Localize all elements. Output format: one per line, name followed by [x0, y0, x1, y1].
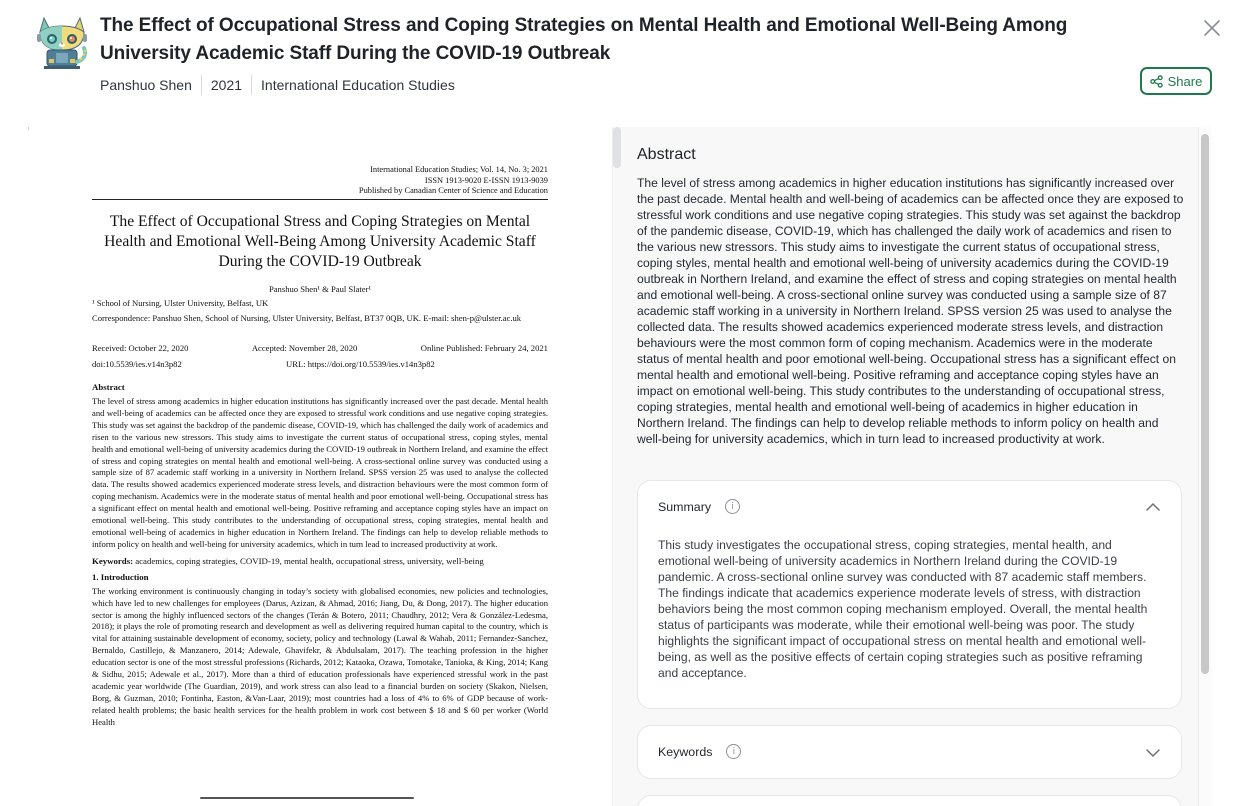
pdf-doi: doi:10.5539/ies.v14n3p82: [92, 358, 182, 369]
pdf-corner-mark: [28, 127, 31, 130]
pdf-page: [92, 165, 548, 729]
pdf-authors: Panshuo Shen¹ & Paul Slater¹: [268, 283, 372, 294]
pdf-intro-heading: 1. Introduction: [92, 571, 149, 582]
pdf-abstract-heading: Abstract: [92, 381, 125, 392]
pdf-published: Online Published: February 24, 2021: [420, 342, 548, 353]
pdf-header-rule: [92, 199, 548, 200]
keywords-label: Keywords: [658, 744, 713, 759]
pdf-abstract: The level of stress among academics in higher education institutions has significantly increased over the past decade. Mental health and well-being of academics can be affected once they are exposed to stressful work conditions and use negative coping strategies. This study was set against the backdrop of the pandemic disease, COVID-19, which has challenged the daily work of academics and risen to the various new stressors. This study aims to investigate the current status of occupational stress, coping styles, mental health and emotional well-being of university academics during the COVID-19 outbreak in Northern Ireland, and examine the effect of stress and coping strategies on mental health and emotional well-being. A cross-sectional online survey was conducted using a sample size of 87 academic staff working in a university in Northern Ireland. SPSS version 25 was used to analyse the collected data. The results showed academics experienced moderate stress levels, and distraction behaviours were the most common form of coping mechanism. Academics were in the moderate status of mental health and poor emotional well-being. Occupational stress has a significant effect on mental health and emotional well-being. Positive reframing and acceptance coping styles have an impact on emotional well-being. This study contributes to the understanding of occupational stress, coping strategies, mental health and emotional well-being of academics in higher education in Northern Ireland. The findings can help to develop reliable methods to inform policy on health and well-being for university academics, which in turn lead to increased productivity at work.: [92, 395, 548, 549]
info-icon[interactable]: i: [726, 744, 741, 759]
pdf-affiliation: ¹ School of Nursing, Ulster University, Belfast, UK: [92, 297, 269, 308]
pdf-keywords-text: academics, coping strategies, COVID-19, mental health, occupational stress, university, well-being: [135, 555, 484, 566]
cat-robot-logo-icon: [36, 14, 88, 70]
pdf-keywords-label: Keywords:: [92, 555, 134, 566]
journal: International Education Studies: [261, 77, 455, 93]
pdf-doi-row: [92, 356, 548, 372]
keywords-card[interactable]: [637, 725, 1182, 779]
summary-text: This study investigates the occupational stress, coping strategies, mental health, and emotional well-being of university academics in Northern Ireland during the COVID-19 pandemic. A cross-sectional online survey was conducted with 87 academic staff members. The findings indicate that academics experience moderate levels of stress, with distraction behaviors being the most common coping mechanism employed. Overall, the mental health status of participants was moderate, while their emotional well-being was poor. The study highlights the significant impact of occupational stress on mental health and emotional well-being, as well as the positive effects of certain coping strategies such as positive reframing and acceptance.: [658, 538, 1148, 680]
keywords-toggle[interactable]: [658, 744, 741, 759]
info-icon[interactable]: i: [725, 499, 740, 514]
summary-card: [637, 480, 1182, 709]
pdf-issn-line: ISSN 1913-9020 E-ISSN 1913-9039: [424, 175, 548, 185]
pdf-publisher-line: Published by Canadian Center of Science and Education: [358, 186, 548, 196]
chevron-up-icon[interactable]: [1145, 501, 1161, 513]
next-section-card[interactable]: [637, 795, 1182, 806]
divider: [251, 75, 252, 95]
pdf-viewer[interactable]: [28, 127, 608, 806]
summary-toggle[interactable]: [658, 499, 740, 514]
pdf-correspondence: Correspondence: Panshuo Shen, School of Nursing, Ulster University, Belfast, BT37 0QB, UK. E-mail: shen-p@ulster.ac.uk: [92, 313, 522, 324]
divider: [201, 75, 202, 95]
pdf-journal-line: International Education Studies; Vol. 14, No. 3; 2021: [370, 165, 548, 174]
pdf-received: Received: October 22, 2020: [92, 342, 189, 353]
chevron-down-icon[interactable]: [1145, 747, 1161, 759]
pdf-accepted: Accepted: November 28, 2020: [251, 342, 358, 353]
pdf-intro: The working environment is continuously changing in today’s society with globalised economies, new policies and technologies, which have led to new challenges for employees (Darus, Azizan, & Ahmad, 2016; Jiang, Du, & Dong, 2017). The higher education sector is among the highly influenced sectors of the changes (Terán & Botero, 2011; Chaudhry, 2012; Vera & González-Ledesma, 2018); it plays the role of promoting research and development as well as delivering required human capital to the country, which is vital for attaining sustainable development of economy, society, policy and technology (Lawal & Wahab, 2011; Fernandez-Sanchez, Bernaldo, Castillejo, & Manzanero, 2014; Adewale, Ghavifekr, & Abdulsalam, 2017). The teaching profession in the higher education sector is one of the most stressful professions (Richards, 2012; Kataoka, Ozawa, Tomotake, Tanioka, & King, 2014; Kang & Sidhu, 2015; Adewale et al., 2017). More than a third of education professionals have experienced stressful work in the past academic year worldwide (The Guardian, 2019), and work stress can also lead to a financial burden on society (Skakon, Nielsen, Borg, & Guzman, 2010; Fontinha, Easton, &Van-Laar, 2019); most countries had a loss of 4% to 6% of GDP because of work-related health problems; the basic health services for the health problem in work cost between $ 18 and $ 60 per worker (World Health: [92, 585, 548, 727]
abstract-title: Abstract: [637, 146, 696, 163]
pdf-url: URL: https://doi.org/10.5539/ies.v14n3p82: [286, 358, 435, 369]
pdf-dates: [92, 340, 548, 356]
pdf-horizontal-scrollbar[interactable]: [200, 797, 414, 799]
panel-left-scroll-handle[interactable]: [613, 127, 621, 168]
summary-label: Summary: [658, 499, 712, 514]
year: 2021: [210, 77, 243, 93]
abstract-text: The level of stress among academics in higher education institutions has significantly increased over the past decade. Mental health and well-being of academics can be affected once they are exposed to stressful work conditions and use negative coping strategies. This study was set against the backdrop of the pandemic disease, COVID-19, which has challenged the daily work of academics and risen to the various new stressors. This study aims to investigate the current status of occupational stress, coping styles, mental health and emotional well-being of university academics during the COVID-19 outbreak in Northern Ireland, and examine the effect of stress and coping strategies on mental health and emotional well-being. A cross-sectional online survey was conducted using a sample size of 87 academic staff working in a university in Northern Ireland. SPSS version 25 was used to analyse the collected data. The results showed academics experienced moderate stress levels, and distraction behaviours were the most common form of coping mechanism. Academics were in the moderate status of mental health and poor emotional well-being. Occupational stress has a significant effect on mental health and emotional well-being. Positive reframing and acceptance coping styles have an impact on emotional well-being. This study contributes to the understanding of occupational stress, coping strategies, mental health and emotional well-being of academics in higher education in Northern Ireland. The findings can help to develop reliable methods to inform policy on health and well-being for university academics, which in turn lead to increased productivity at work.: [637, 176, 1184, 446]
share-button[interactable]: [1140, 67, 1212, 95]
author: Panshuo Shen: [100, 77, 192, 93]
close-icon: [1202, 18, 1222, 38]
page-title: The Effect of Occupational Stress and Coping Strategies on Mental Health and Emotional Well-Being Among University Academic Staff During the COVID-19 Outbreak: [100, 15, 1068, 64]
share-label: Share: [1167, 73, 1203, 89]
header: [0, 0, 1237, 120]
close-button[interactable]: [1202, 18, 1222, 38]
pdf-keywords: [92, 556, 548, 566]
details-panel: [612, 127, 1212, 806]
pdf-journal-header: [92, 165, 548, 197]
share-icon: [1150, 75, 1163, 88]
pdf-title: The Effect of Occupational Stress and Coping Strategies on Mental Health and Emotional Well-Being Among University Academic Staff During the COVID-19 Outbreak: [104, 212, 536, 270]
panel-scrollbar-thumb[interactable]: [1201, 134, 1209, 674]
paper-meta: [100, 75, 455, 95]
